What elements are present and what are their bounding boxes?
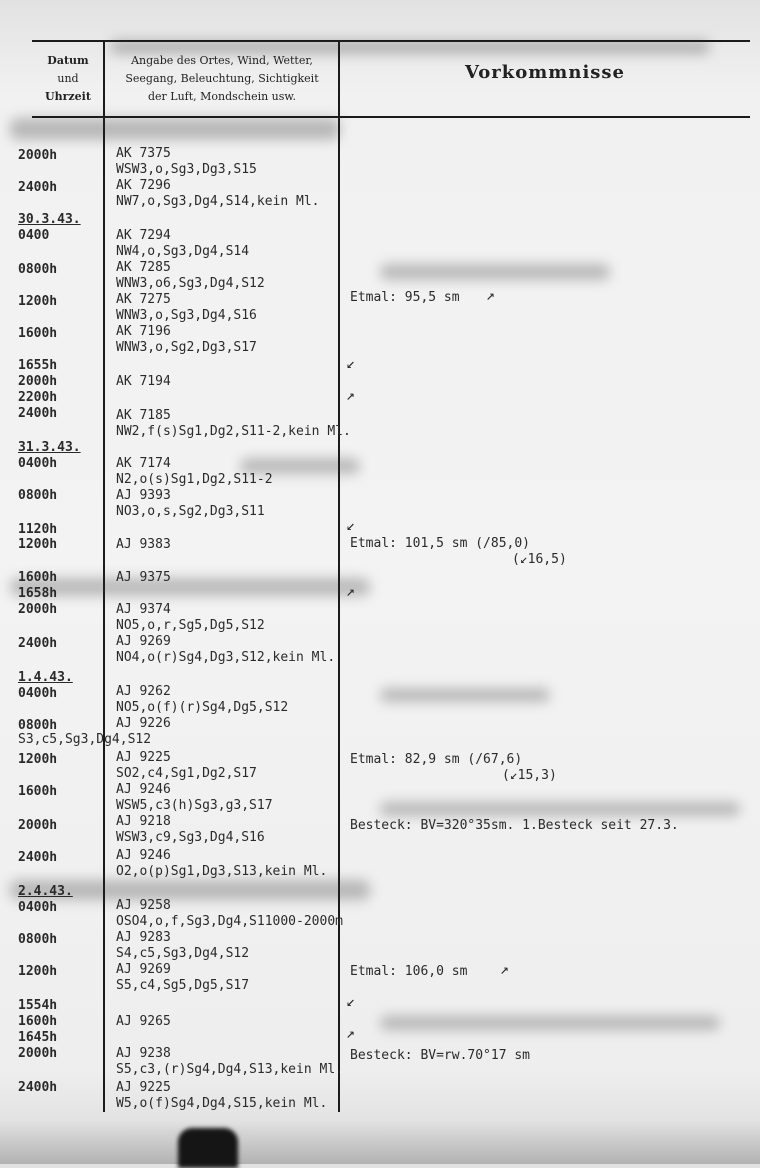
time-2400h: 2400h <box>18 180 58 195</box>
arrow-up-icon: ↗ <box>346 582 356 600</box>
header-ort <box>104 52 340 106</box>
besteck-entry: Besteck: BV=rw.70°17 sm <box>350 1048 531 1063</box>
weather-entry: NO4,o(r)Sg4,Dg3,S12,kein Ml. <box>116 650 336 665</box>
time-1600h: 1600h <box>18 1014 58 1029</box>
header-ort-line-2: Seegang, Beleuchtung, Sichtigkeit <box>125 72 319 85</box>
time-1658h: 1658h <box>18 586 58 601</box>
position-entry: AJ 9238 <box>116 1046 171 1061</box>
time-2400h: 2400h <box>18 850 58 865</box>
position-entry: AJ 9258 <box>116 898 171 913</box>
position-entry: AJ 9265 <box>116 1014 171 1029</box>
weather-entry: NW2,f(s)Sg1,Dg2,S11-2,kein Ml. <box>116 424 351 439</box>
redaction-band <box>380 802 740 816</box>
time-1600h: 1600h <box>18 326 58 341</box>
page-bottom-shadow <box>0 1120 760 1164</box>
weather-entry: WSW5,c3(h)Sg3,g3,S17 <box>116 798 273 813</box>
weather-entry: S5,c3,(r)Sg4,Dg4,S13,kein Ml. <box>116 1062 343 1077</box>
weather-entry: S5,c4,Sg5,Dg5,S17 <box>116 978 250 993</box>
time-1200h: 1200h <box>18 537 58 552</box>
weather-entry: W5,o(f)Sg4,Dg4,S15,kein Ml. <box>116 1096 328 1111</box>
position-entry: AJ 9226 <box>116 716 171 731</box>
header-datum <box>32 52 104 106</box>
time-2000h: 2000h <box>18 602 58 617</box>
weather-entry: O2,o(p)Sg1,Dg3,S13,kein Ml. <box>116 864 328 879</box>
position-entry: AJ 9218 <box>116 814 171 829</box>
weather-entry: NO5,o(f)(r)Sg4,Dg5,S12 <box>116 700 289 715</box>
position-entry: AK 7375 <box>116 146 171 161</box>
etmal-entry-sub: (↙16,5) <box>512 552 567 567</box>
time-2400h: 2400h <box>18 1080 58 1095</box>
position-entry: AJ 9374 <box>116 602 171 617</box>
time-1120h: 1120h <box>18 522 58 537</box>
time-1645h: 1645h <box>18 1030 58 1045</box>
date-1-4-43: 1.4.43. <box>18 670 73 685</box>
position-entry: AJ 9383 <box>116 537 171 552</box>
position-entry: AK 7296 <box>116 178 171 193</box>
position-entry: AJ 9262 <box>116 684 171 699</box>
header-datum-line-2: und <box>57 72 79 85</box>
date-30-3-43: 30.3.43. <box>18 212 81 227</box>
time-0400: 0400 <box>18 228 50 243</box>
time-0800h: 0800h <box>18 932 58 947</box>
etmal-entry: Etmal: 106,0 sm <box>350 964 468 979</box>
time-2400h: 2400h <box>18 406 58 421</box>
time-0800h: 0800h <box>18 488 58 503</box>
arrow-up-icon: ↗ <box>346 386 356 404</box>
header-vorkommnisse: Vorkommnisse <box>464 62 626 83</box>
position-entry: AJ 9246 <box>116 782 171 797</box>
weather-entry: N2,o(s)Sg1,Dg2,S11-2 <box>116 472 273 487</box>
column-divider-datum <box>103 42 105 1112</box>
position-entry: AK 7275 <box>116 292 171 307</box>
besteck-entry: Besteck: BV=320°35sm. 1.Besteck seit 27.3. <box>350 818 679 833</box>
etmal-entry: Etmal: 101,5 sm (/85,0) <box>350 536 531 551</box>
weather-entry: S3,c5,Sg3,Dg4,S12 <box>18 732 152 747</box>
redaction-band <box>380 1016 720 1030</box>
header-ort-line-3: der Luft, Mondschein usw. <box>147 90 297 103</box>
weather-entry: NO3,o,s,Sg2,Dg3,S11 <box>116 504 265 519</box>
redaction-band <box>380 688 550 702</box>
arrow-down-icon: ↙ <box>346 516 356 534</box>
position-entry: AJ 9269 <box>116 962 171 977</box>
arrow-down-icon: ↙ <box>346 992 356 1010</box>
time-2000h: 2000h <box>18 818 58 833</box>
weather-entry: S4,c5,Sg3,Dg4,S12 <box>116 946 250 961</box>
column-divider-ort <box>338 42 340 1112</box>
thumb-shadow <box>178 1128 238 1168</box>
arrow-up-icon: ↗ <box>500 960 510 978</box>
header-ort-line-1: Angabe des Ortes, Wind, Wetter, <box>131 54 313 67</box>
time-2200h: 2200h <box>18 390 58 405</box>
arrow-down-icon: ↙ <box>346 354 356 372</box>
date-31-3-43: 31.3.43. <box>18 440 81 455</box>
position-entry: AJ 9269 <box>116 634 171 649</box>
weather-entry: SO2,c4,Sg1,Dg2,S17 <box>116 766 257 781</box>
position-entry: AJ 9225 <box>116 750 171 765</box>
etmal-entry: Etmal: 95,5 sm <box>350 290 460 305</box>
etmal-entry: Etmal: 82,9 sm (/67,6) <box>350 752 523 767</box>
time-0400h: 0400h <box>18 686 58 701</box>
time-1200h: 1200h <box>18 752 58 767</box>
time-0400h: 0400h <box>18 900 58 915</box>
weather-entry: NO5,o,r,Sg5,Dg5,S12 <box>116 618 265 633</box>
position-entry: AJ 9375 <box>116 570 171 585</box>
position-entry: AK 7285 <box>116 260 171 275</box>
weather-entry: WNW3,o,Sg2,Dg3,S17 <box>116 340 257 355</box>
header-datum-line-3: Uhrzeit <box>45 90 91 103</box>
time-1600h: 1600h <box>18 784 58 799</box>
time-0800h: 0800h <box>18 262 58 277</box>
time-1554h: 1554h <box>18 998 58 1013</box>
position-entry: AJ 9283 <box>116 930 171 945</box>
weather-entry: WNW3,o,Sg3,Dg4,S16 <box>116 308 257 323</box>
time-1200h: 1200h <box>18 294 58 309</box>
arrow-up-icon: ↗ <box>346 1024 356 1042</box>
position-entry: AK 7294 <box>116 228 171 243</box>
redaction-band <box>380 264 610 280</box>
position-entry: AJ 9246 <box>116 848 171 863</box>
position-entry: AK 7196 <box>116 324 171 339</box>
position-entry: AJ 9393 <box>116 488 171 503</box>
weather-entry: OSO4,o,f,Sg3,Dg4,S11000-2000m <box>116 914 343 929</box>
time-1655h: 1655h <box>18 358 58 373</box>
weather-entry: WSW3,c9,Sg3,Dg4,S16 <box>116 830 265 845</box>
position-entry: AK 7194 <box>116 374 171 389</box>
weather-entry: NW7,o,Sg3,Dg4,S14,kein Ml. <box>116 194 320 209</box>
time-0800h: 0800h <box>18 718 58 733</box>
time-2000h: 2000h <box>18 374 58 389</box>
time-1600h: 1600h <box>18 570 58 585</box>
time-0400h: 0400h <box>18 456 58 471</box>
weather-entry: WNW3,o6,Sg3,Dg4,S12 <box>116 276 265 291</box>
date-2-4-43: 2.4.43. <box>18 884 73 899</box>
arrow-up-icon: ↗ <box>486 286 496 304</box>
time-2400h: 2400h <box>18 636 58 651</box>
redaction-band <box>10 118 340 140</box>
etmal-entry-sub: (↙15,3) <box>502 768 557 783</box>
redaction-band <box>110 40 710 54</box>
weather-entry: NW4,o,Sg3,Dg4,S14 <box>116 244 250 259</box>
time-2000h: 2000h <box>18 1046 58 1061</box>
header-datum-line-1: Datum <box>47 54 89 67</box>
weather-entry: WSW3,o,Sg3,Dg3,S15 <box>116 162 257 177</box>
time-1200h: 1200h <box>18 964 58 979</box>
position-entry: AJ 9225 <box>116 1080 171 1095</box>
position-entry: AK 7174 <box>116 456 171 471</box>
time-2000h: 2000h <box>18 148 58 163</box>
position-entry: AK 7185 <box>116 408 171 423</box>
